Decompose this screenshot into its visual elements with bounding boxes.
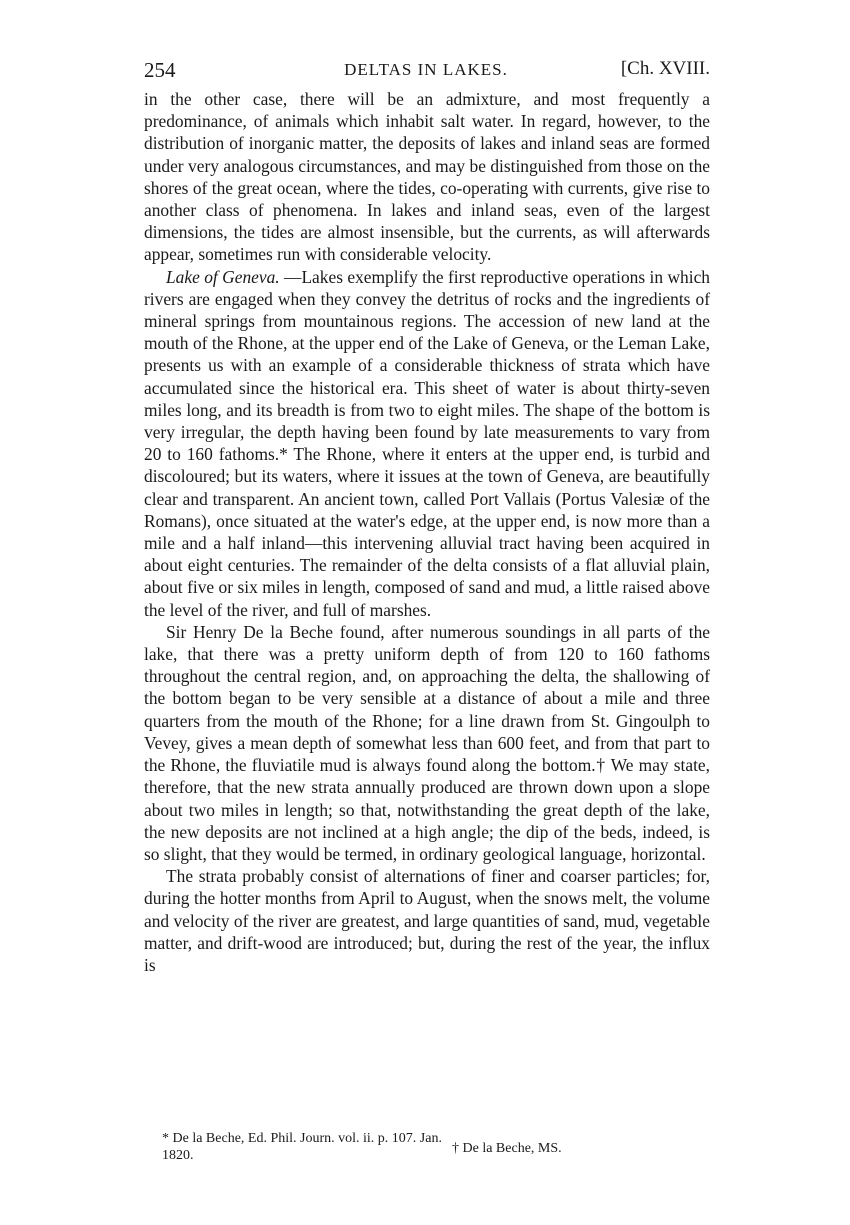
page-number: 254 bbox=[144, 58, 176, 82]
paragraph-1: in the other case, there will be an admixture, and most frequently a predominance, of animals which inhabit salt water. In regard, however, to the distribution of inorganic matter, the deposits of lakes and inland seas are formed under very analogous circumstances, and may be distinguished from those on the shores of the great ocean, where the tides, co-operating with currents, give rise to another class of phenomena. In lakes and inland seas, even of the largest dimensions, the tides are almost insensible, but the currents, as will afterwards appear, sometimes run with considerable velocity. bbox=[144, 89, 710, 265]
footnote-2: † De la Beche, MS. bbox=[452, 1141, 562, 1156]
chapter-label: [Ch. XVIII. bbox=[620, 58, 710, 79]
footnote-1: * De la Beche, Ed. Phil. Journ. vol. ii. p. 107. Jan. 1820. bbox=[162, 1131, 442, 1163]
paragraph-2-text: —Lakes exemplify the first reproductive operations in which rivers are engaged when they convey the detritus of rocks and the ingredients of mineral springs from mountainous regions. The accession of new land at the mouth of the Rhone, at the upper end of the Lake of Geneva, or the Leman Lake, presents us with an example of a considerable thickness of strata which have accumulated since the historical era. This sheet of water is about thirty-seven miles long, and its breadth is from two to eight miles. The shape of the bottom is very irregular, the depth having been found by late measurements to vary from 20 to 160 fathoms.* The Rhone, where it enters at the upper end, is turbid and discoloured; but its waters, where it issues at the town of Geneva, are beautifully clear and transparent. An ancient town, called Port Vallais (Portus Valesiæ of the Romans), once situated at the water's edge, at the upper end, is now more than a mile and a half inland—this intervening alluvial tract having been acquired in about eight centuries. The remainder of the delta consists of a flat alluvial plain, about five or six miles in length, composed of sand and mud, a little raised above the level of the river, and full of marshes. bbox=[144, 266, 710, 620]
section-heading-lake-of-geneva: Lake of Geneva. bbox=[166, 266, 280, 287]
paragraph-3: Sir Henry De la Beche found, after numerous soundings in all parts of the lake, that there was a pretty uniform depth of from 120 to 160 fathoms throughout the central region, and, on approaching the delta, the shallowing of the bottom began to be very sensible at a distance of about a mile and three quarters from the mouth of the Rhone; for a line drawn from St. Gingoulph to Vevey, gives a mean depth of somewhat less than 600 feet, and from that part to the Rhone, the fluviatile mud is always found along the bottom.† We may state, therefore, that the new strata annually produced are thrown down upon a slope about two miles in length; so that, notwithstanding the great depth of the lake, the new deposits are not inclined at a high angle; the dip of the beds, indeed, is so slight, that they would be termed, in ordinary geological language, horizontal. bbox=[144, 621, 710, 864]
paragraph-2 bbox=[144, 266, 710, 621]
running-header bbox=[140, 58, 712, 86]
body-text bbox=[144, 88, 710, 976]
running-title: DELTAS IN LAKES. bbox=[344, 60, 508, 79]
paragraph-4: The strata probably consist of alternations of finer and coarser particles; for, during the hotter months from April to August, when the snows melt, the volume and velocity of the river are greatest, and large quantities of sand, mud, vegetable matter, and drift-wood are introduced; but, during the rest of the year, the influx is bbox=[144, 866, 710, 975]
